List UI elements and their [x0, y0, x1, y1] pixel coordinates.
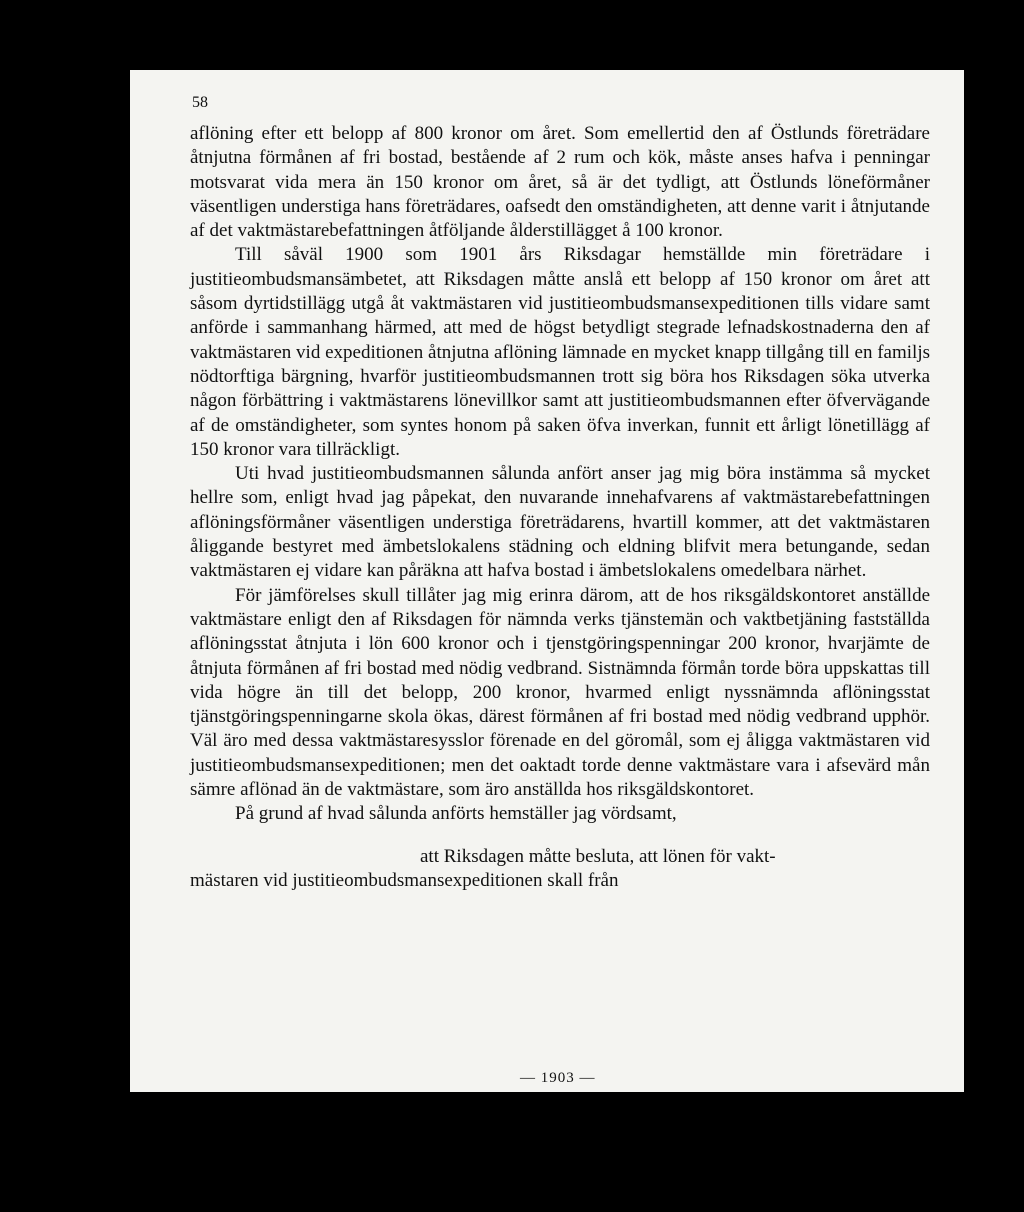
page-number: 58 [192, 94, 208, 111]
body-text [190, 122, 930, 893]
paragraph: Till såväl 1900 som 1901 års Riksdagar hemställde min företrädare i justitieombudsmansämbetet, att Riksdagen måtte anslå ett belopp af 150 kronor om året att såsom dyrtidstillägg utgå åt vaktmästaren vid justitieombudsmansexpeditionen tills vidare samt anförde i sammanhang härmed, att med de högst betydligt stegrade lefnadskostnaderna den af vaktmästaren vid expeditionen åtnjutna aflöning lämnade en mycket knapp tillgång till en familjs nödtorftiga bärgning, hvarför justitieombudsmannen trott sig böra hos Riksdagen söka utverka någon förbättring i vaktmästarens lönevillkor samt att justitieombudsmannen efter öfvervägande af de omständigheter, som syntes honom på saken öfva inverkan, funnit ett årligt lönetillägg af 150 kronor vara tillräckligt. [190, 244, 930, 460]
scan-border-left [0, 0, 130, 1212]
paragraph: aflöning efter ett belopp af 800 kronor om året. Som emellertid den af Östlunds företrädare åtnjutna förmånen af fri bostad, bestående af 2 rum och kök, måste anses hafva i penningar motsvarat vida mera än 150 kronor om året, så är det tydligt, att Östlunds löneförmåner väsentligen understiga hans företrädares, oafsedt den omständigheten, att denne varit i åtnjutande af det vaktmästarebefattningen åtföljande ålderstillägget å 100 kronor. [190, 123, 930, 242]
footer-year-mark: — 1903 — [520, 1070, 596, 1086]
conclusion-continuation: mästaren vid justitieombudsmansexpeditionen skall från [190, 869, 619, 891]
scan-border-bottom [0, 1092, 1024, 1212]
paragraph: På grund af hvad sålunda anförts hemställer jag vördsamt, [235, 803, 677, 825]
paragraph: För jämförelses skull tillåter jag mig erinra därom, att de hos riksgäldskontoret anställde vaktmästare enligt den af Riksdagen för nämnda verks tjänstemän och vaktbetjäning fastställda aflöningsstat åtnjuta i lön 600 kronor och i tjenstgöringspenningar 200 kronor, hvarjämte de åtnjuta förmånen af fri bostad med nödig vedbrand. Sistnämnda förmån torde böra uppskattas till vida högre än till det belopp, 200 kronor, hvarmed enligt nyssnämnda aflöningsstat tjänstgöringspenningarne skola ökas, därest förmånen af fri bostad med nödig vedbrand upphör. Väl äro med dessa vaktmästaresysslor förenade en del göromål, som ej åligga vaktmästaren vid justitieombudsmansexpeditionen; men det oaktadt torde denne vaktmästare vara i afsevärd mån sämre aflönad än de vaktmästare, som äro anställda hos riksgäldskontoret. [190, 584, 930, 801]
scan-border-right [964, 0, 1024, 1212]
paragraph: Uti hvad justitieombudsmannen sålunda anfört anser jag mig böra instämma så mycket hellre som, enligt hvad jag påpekat, den nuvarande innehafvarens af vaktmästarebefattningen aflöningsförmåner väsentligen understiga företrädarens, hvartill kommer, att det vaktmästaren åliggande bestyret med ämbetslokalens städning och eldning blifvit mera betungande, sedan vaktmästaren ej vidare kan påräkna att hafva bostad i ämbetslokalens omedelbara närhet. [190, 463, 930, 582]
scan-border-top [0, 0, 1024, 70]
conclusion-line: att Riksdagen måtte besluta, att lönen för vakt- [420, 845, 776, 867]
